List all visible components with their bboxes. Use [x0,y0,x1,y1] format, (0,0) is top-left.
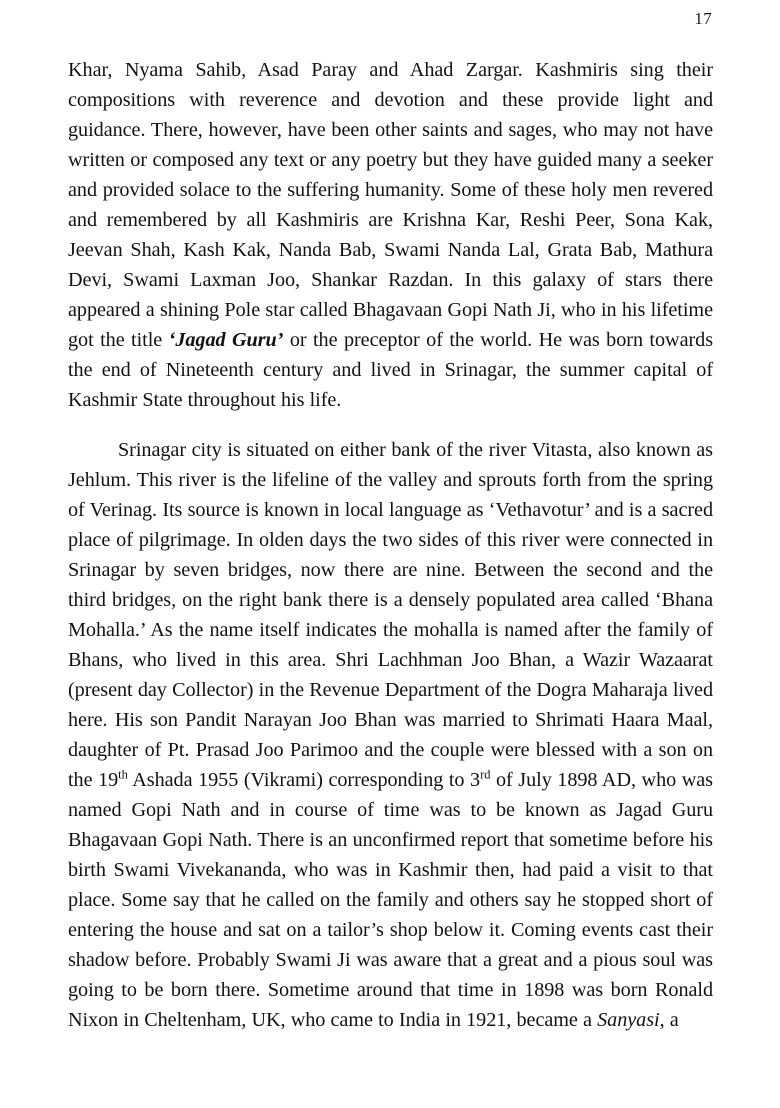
text-run: of July 1898 AD, who was named Gopi Nath and in course of time was to be known as Jagad Guru Bhagavaan Gopi Nath. There is an unconfirmed report that sometime before his birth Swami Vivekananda, who was in Kashmir then, had paid a visit to that place. Some say that he called on the family and others say he stopped short of entering the house and sat on a tailor’s shop below it. Coming events cast their shadow before. Probably Swami Ji was aware that a great and a pious soul was going to be born there. Sometime around that time in 1898 was born Ronald Nixon in Cheltenham, UK, who came to India in 1921, became a [68,769,713,1031]
text-run: , a [659,1009,679,1031]
ordinal-superscript: th [118,767,128,782]
paragraph-1 [68,55,713,415]
text-run: Srinagar city is situated on either bank of the river Vitasta, also known as Jehlum. This river is the lifeline of the valley and sprouts forth from the spring of Verinag. Its source is known in local language as ‘Vethavotur’ and is a sacred place of pilgrimage. In olden days the two sides of this river were connected in Srinagar by seven bridges, now there are nine. Between the second and the third bridges, on the right bank there is a densely populated area called ‘Bhana Mohalla.’ As the name itself indicates the mohalla is named after the family of Bhans, who lived in this area. Shri Lachhman Joo Bhan, a Wazir Wazaarat (present day Collector) in the Revenue Department of the Dogra Maharaja lived here. His son Pandit Narayan Joo Bhan was married to Shrimati Haara Maal, daughter of Pt. Prasad Joo Parimoo and the couple were blessed with a son on the 19 [68,439,713,791]
text-run: Ashada 1955 (Vikrami) corresponding to 3 [127,769,481,791]
emphasis-bold-italic: ‘Jagad Guru’ [168,329,284,351]
text-run: or the preceptor of the world. He was born towards the end of Nineteenth century and lived in Srinagar, the summer capital of Kashmir State throughout his life. [68,329,713,411]
text-run: Khar, Nyama Sahib, Asad Paray and Ahad Zargar. Kashmiris sing their compositions with reverence and devotion and these provide light and guidance. There, however, have been other saints and sages, who may not have written or composed any text or any poetry but they have guided many a seeker and provided solace to the suffering humanity. Some of these holy men revered and remembered by all Kashmiris are Krishna Kar, Reshi Peer, Sona Kak, Jeevan Shah, Kash Kak, Nanda Bab, Swami Nanda Lal, Grata Bab, Mathura Devi, Swami Laxman Joo, Shankar Razdan. In this galaxy of stars there appeared a shining Pole star called Bhagavaan Gopi Nath Ji, who in his lifetime got the title [68,59,713,351]
page-text-body [68,55,713,1035]
paragraph-2 [68,435,713,1035]
ordinal-superscript: rd [480,767,491,782]
emphasis-italic: Sanyasi [597,1009,660,1031]
page-number: 17 [694,9,712,28]
